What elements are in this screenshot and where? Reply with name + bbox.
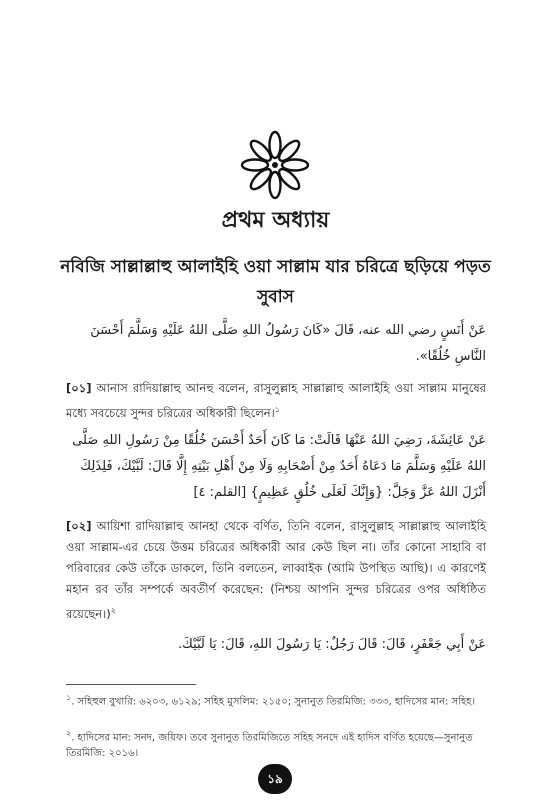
footnote-text: . হাদিসের মান: সনদ, জয়িফ। তবে সুনানুত তিরমিজিতে সহিহ সনদে এই হাদিস বর্ণিত হয়েছে—সুনানুত তিরমিজি: ২০১৬। [66,732,473,760]
hadith-2-translation [66,516,486,625]
page-number-badge: ১৯ [258,764,292,794]
hadith-text: আয়িশা রাদিয়াল্লাহু আনহা থেকে বর্ণিত, তিনি বলেন, রাসুলুল্লাহ সাল্লাল্লাহু আলাইহি ওয়া সাল্লাম-এর চেয়ে উত্তম চরিত্রের অধিকারী আর কেউ ছিল না। তাঁর কোনো সাহাবি বা পরিবারের কেউ তাঁকে ডাকলে, তিনি বলতেন, লাব্বাইক (আমি উপস্থিত আছি)। এ কারণেই মহান রব তাঁর সম্পর্কে অবতীর্ণ করেছেন: (নিশ্চয় আপনি সুন্দর চরিত্রের ওপর অধিষ্ঠিত রয়েছেন।) [66,519,486,621]
flower-ornament-icon [236,126,314,204]
footnote-1 [66,690,486,710]
footnote-text: . সহিহুল বুখারি: ৬২০৩, ৬১২৯; সহিহ মুসলিম: ২১৫০; সুনানুত তিরমিজি: ৩৩৩, হাদিসের মান: সহিহ। [71,696,476,708]
footnote-mark: ২ [66,729,72,738]
arabic-hadith-1: عَنْ أَنَسٍ رضي الله عنه، قَالَ «كَانَ رَسُولُ اللهِ صَلَّى اللهُ عَلَيْهِ وَسَلَّمَ أَحْسَنَ النَّاسِ خُلُقًا». [90,323,486,364]
hadith-1-translation [66,378,486,424]
footnote-mark: ১ [66,693,72,702]
footnote-marker[interactable]: ২ [110,606,116,615]
hadith-text: আনাস রাদিয়াল্লাহু আনহু বলেন, রাসুলুল্লাহ সাল্লাল্লাহু আলাইহি ওয়া সাল্লাম মানুষের মধ্যে সবচেয়ে সুন্দর চরিত্রের অধিকারী ছিলেন। [66,381,486,420]
footnote-2 [66,726,486,762]
hadith-number: [০২] [66,519,92,533]
footnote-marker[interactable]: ১ [274,405,280,414]
chapter-title: প্রথম অধ্যায় [221,208,330,233]
arabic-hadith-2: عَنْ عَائِشَةَ، رَضِيَ اللهُ عَنْهَا قَالَتْ: مَا كَانَ أَحَدٌ أَحْسَنَ خُلُقًا مِنْ رَسُولِ اللهِ صَلَّى اللهُ عَلَيْهِ وَسَلَّمَ مَا دَعَاهُ أَحَدٌ مِنْ أَصْحَابِهِ وَلَا مِنْ أَهْلِ بَيْتِهِ إِلَّا قَالَ: لَبَّيْكَ، فَلِذَلِكَ أَنْزَلَ اللهُ عَزَّ وَجَلَّ: {وَإِنَّكَ لَعَلَى خُلُقٍ عَظِيمٍ} [القلم: ٤] [72,433,486,500]
section-title: নবিজি সাল্লাল্লাহু আলাইহি ওয়া সাল্লাম যার চরিত্রে ছড়িয়ে পড়ত সুবাস [60,257,491,307]
hadith-number: [০১] [66,381,92,395]
footnote-divider [66,684,196,685]
arabic-hadith-3: عَنْ أَبِي جَعْفَرٍ، قَالَ: قَالَ رَجُلٌ: يَا رَسُولَ اللهِ، قَالَ: يَا لَبَّيْكَ. [177,637,486,652]
